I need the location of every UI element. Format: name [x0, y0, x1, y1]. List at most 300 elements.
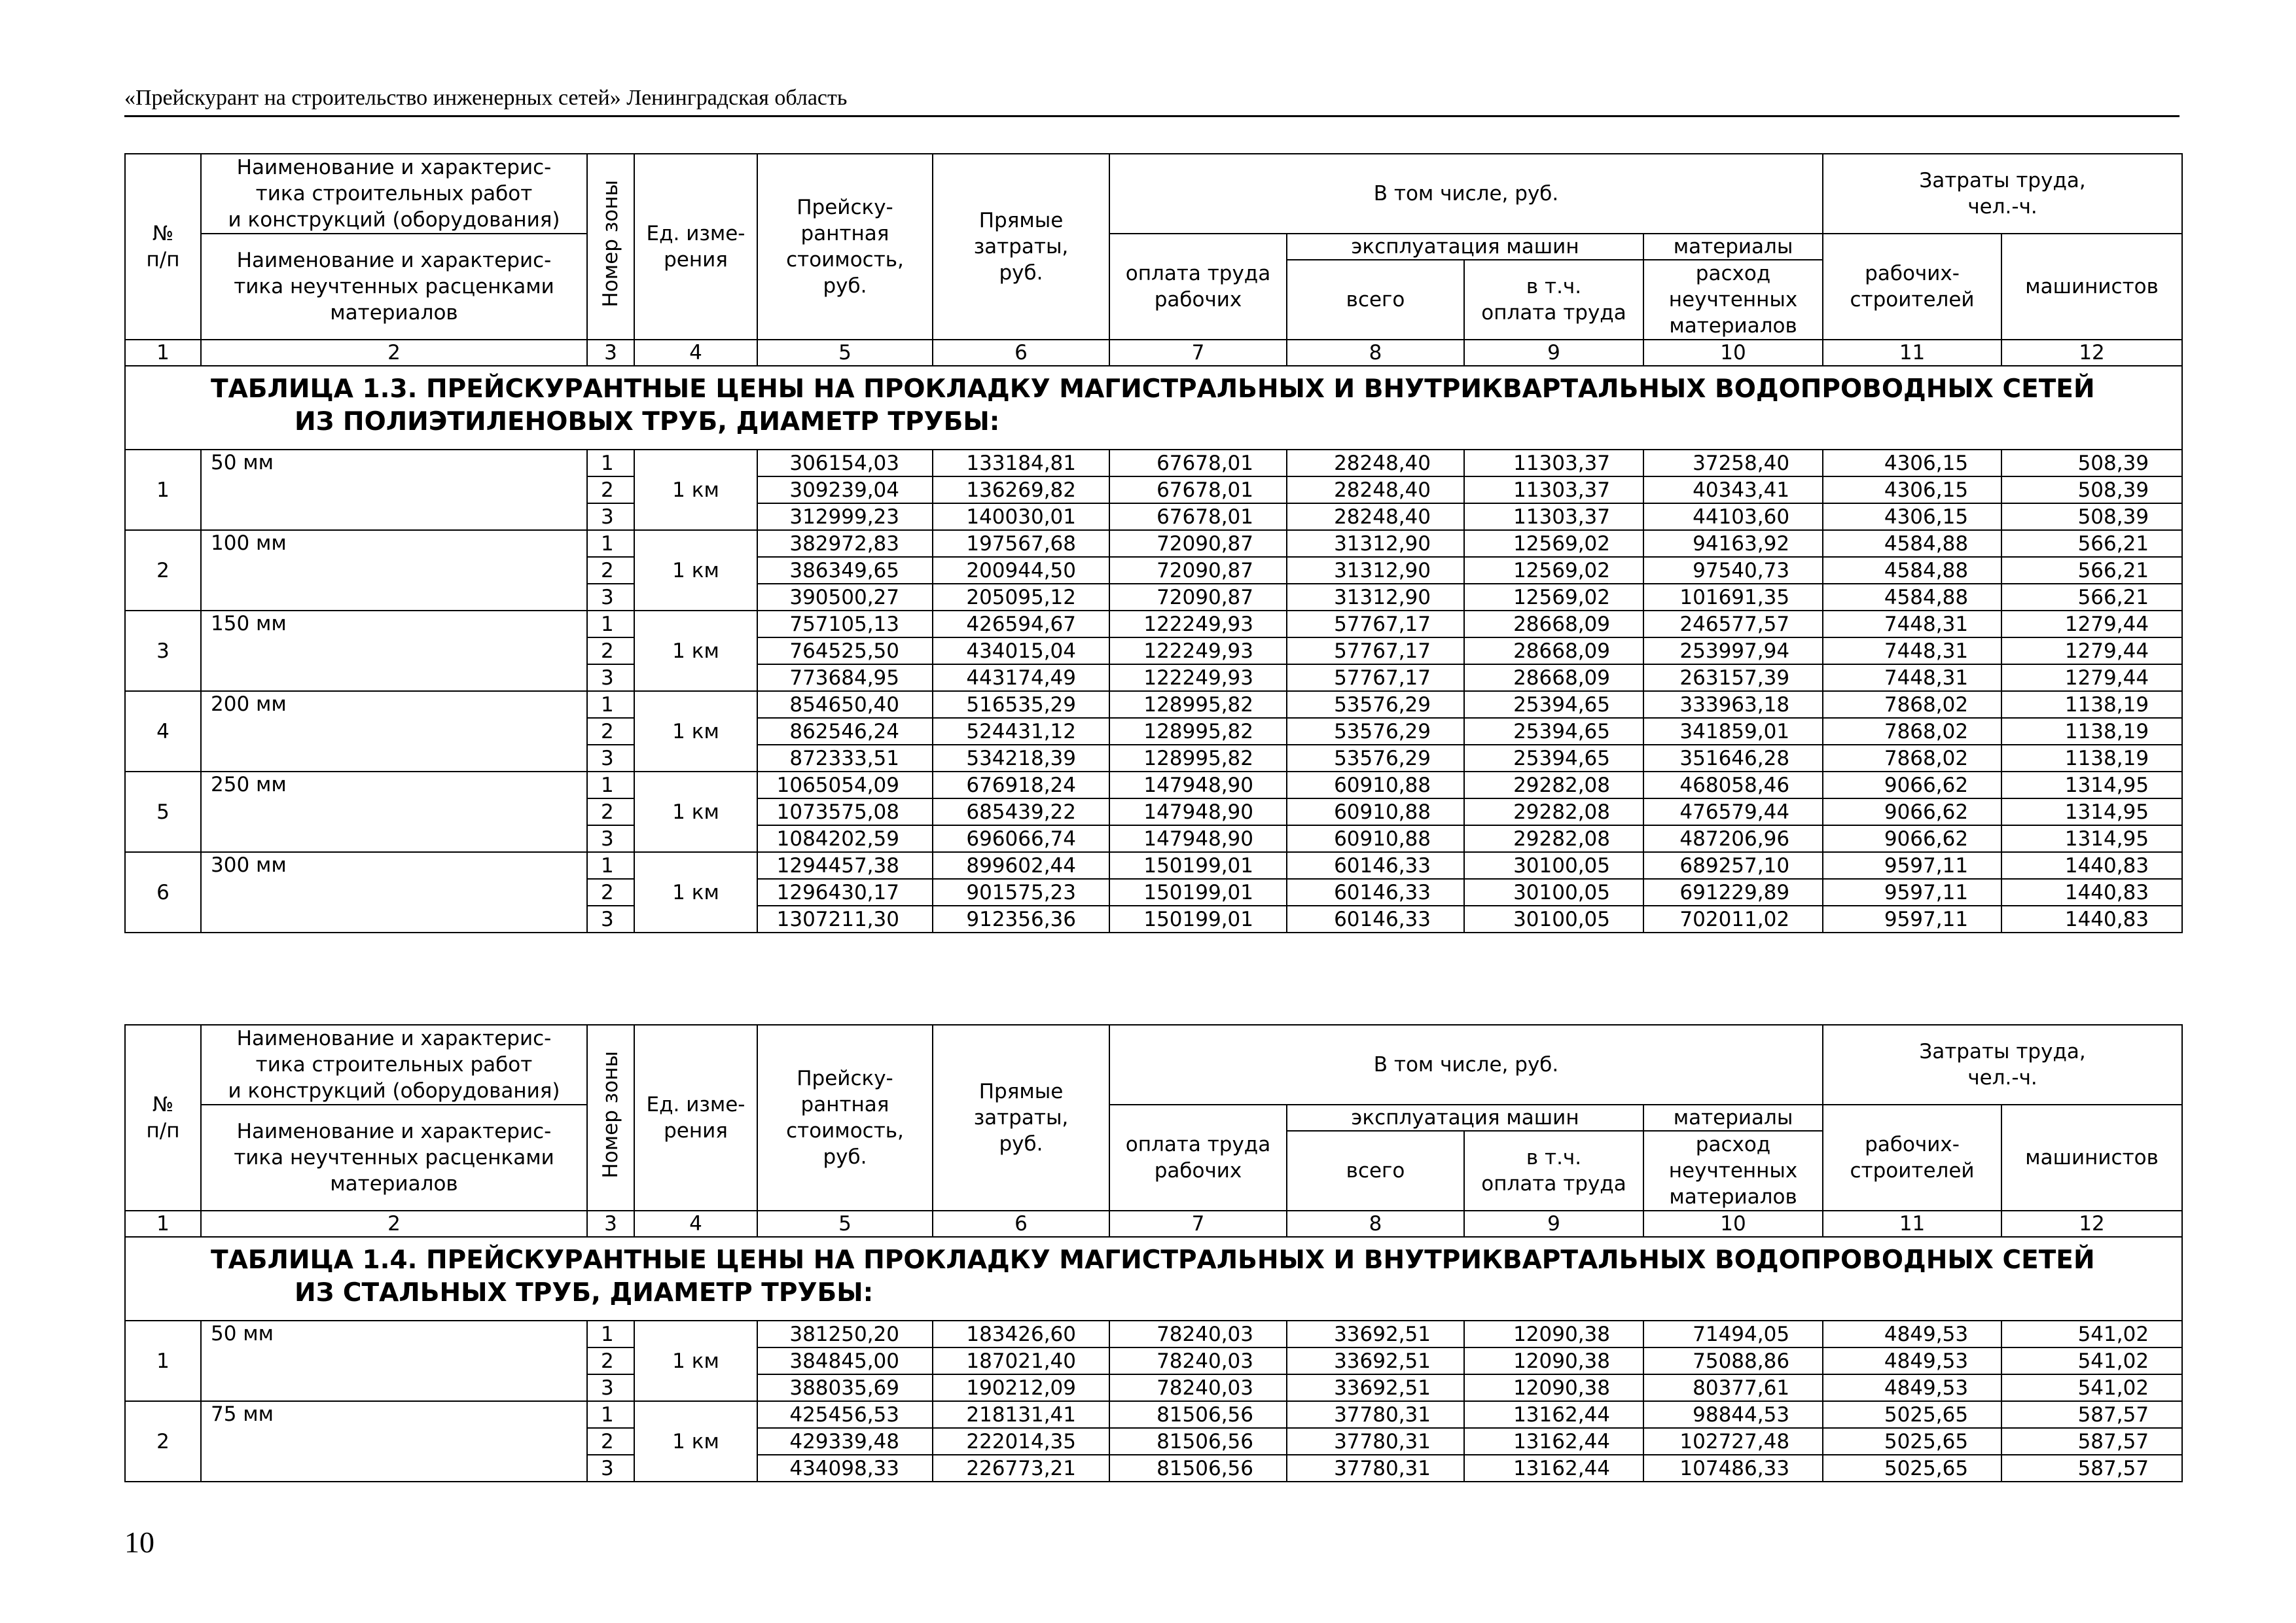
table-row — [125, 852, 2182, 879]
total-value: 28248,40 — [1287, 476, 1464, 503]
workers-value: 4584,88 — [1823, 557, 2001, 584]
mat-cost-value: 691229,89 — [1643, 879, 1823, 906]
wages-value: 67678,01 — [1109, 476, 1287, 503]
operators-value: 541,02 — [2001, 1347, 2182, 1374]
table-body — [125, 340, 2182, 933]
header-row — [125, 234, 2182, 260]
column-number: 7 — [1109, 1211, 1287, 1237]
incl-wages-value: 11303,37 — [1464, 476, 1643, 503]
row-number: 1 — [125, 450, 201, 530]
unit: 1 км — [634, 772, 757, 852]
wages-value: 150199,01 — [1109, 879, 1287, 906]
incl-wages-value: 30100,05 — [1464, 879, 1643, 906]
column-number: 4 — [634, 1211, 757, 1237]
header-wages: оплата труда рабочих — [1109, 234, 1287, 340]
unit: 1 км — [634, 1321, 757, 1401]
total-value: 33692,51 — [1287, 1321, 1464, 1347]
zone-number: 1 — [587, 772, 634, 798]
column-number: 5 — [757, 1211, 933, 1237]
table-header — [125, 1025, 2182, 1211]
wages-value: 72090,87 — [1109, 557, 1287, 584]
header-workers: рабочих- строителей — [1823, 1105, 2001, 1211]
wages-value: 67678,01 — [1109, 503, 1287, 530]
price-value: 434098,33 — [757, 1455, 933, 1482]
workers-value: 4849,53 — [1823, 1321, 2001, 1347]
workers-value: 7868,02 — [1823, 691, 2001, 718]
price-value: 1073575,08 — [757, 798, 933, 825]
workers-value: 4584,88 — [1823, 530, 2001, 557]
direct-value: 434015,04 — [933, 637, 1109, 664]
column-number: 1 — [125, 1211, 201, 1237]
wages-value: 78240,03 — [1109, 1374, 1287, 1401]
total-value: 53576,29 — [1287, 718, 1464, 745]
mat-cost-value: 476579,44 — [1643, 798, 1823, 825]
zone-number: 1 — [587, 611, 634, 637]
incl-wages-value: 29282,08 — [1464, 825, 1643, 852]
workers-value: 4849,53 — [1823, 1347, 2001, 1374]
workers-value: 7868,02 — [1823, 745, 2001, 772]
total-value: 37780,31 — [1287, 1455, 1464, 1482]
workers-value: 4849,53 — [1823, 1374, 2001, 1401]
operators-value: 1279,44 — [2001, 611, 2182, 637]
pipe-diameter: 250 мм — [201, 772, 587, 852]
column-number: 3 — [587, 340, 634, 366]
table-title-line-2: ИЗ СТАЛЬНЫХ ТРУБ, ДИАМЕТР ТРУБЫ: — [295, 1278, 874, 1308]
mat-cost-value: 98844,53 — [1643, 1401, 1823, 1428]
total-value: 28248,40 — [1287, 450, 1464, 476]
table-row — [125, 611, 2182, 637]
incl-wages-value: 30100,05 — [1464, 906, 1643, 933]
mat-cost-value: 689257,10 — [1643, 852, 1823, 879]
direct-value: 524431,12 — [933, 718, 1109, 745]
header-num: № п/п — [125, 1025, 201, 1211]
incl-wages-value: 25394,65 — [1464, 718, 1643, 745]
mat-cost-value: 40343,41 — [1643, 476, 1823, 503]
workers-value: 9597,11 — [1823, 852, 2001, 879]
table-row — [125, 1321, 2182, 1347]
header-direct-costs: Прямые затраты, руб. — [933, 154, 1109, 340]
table-title — [125, 1237, 2182, 1321]
operators-value: 1314,95 — [2001, 772, 2182, 798]
operators-value: 587,57 — [2001, 1401, 2182, 1428]
total-value: 53576,29 — [1287, 745, 1464, 772]
price-value: 309239,04 — [757, 476, 933, 503]
incl-wages-value: 29282,08 — [1464, 798, 1643, 825]
header-unit: Ед. изме- рения — [634, 154, 757, 340]
table-row — [125, 1401, 2182, 1428]
mat-cost-value: 37258,40 — [1643, 450, 1823, 476]
workers-value: 9066,62 — [1823, 772, 2001, 798]
header-zone: Номер зоны — [587, 154, 634, 340]
header-including: В том числе, руб. — [1109, 154, 1823, 234]
workers-value: 9597,11 — [1823, 879, 2001, 906]
total-value: 33692,51 — [1287, 1347, 1464, 1374]
workers-value: 4584,88 — [1823, 584, 2001, 611]
mat-cost-value: 75088,86 — [1643, 1347, 1823, 1374]
mat-cost-value: 253997,94 — [1643, 637, 1823, 664]
operators-value: 541,02 — [2001, 1321, 2182, 1347]
header-row — [125, 1025, 2182, 1105]
column-number: 11 — [1823, 340, 2001, 366]
wages-value: 81506,56 — [1109, 1428, 1287, 1455]
price-value: 386349,65 — [757, 557, 933, 584]
direct-value: 443174,49 — [933, 664, 1109, 691]
workers-value: 7868,02 — [1823, 718, 2001, 745]
wages-value: 122249,93 — [1109, 664, 1287, 691]
mat-cost-value: 246577,57 — [1643, 611, 1823, 637]
mat-cost-value: 341859,01 — [1643, 718, 1823, 745]
zone-number: 2 — [587, 1347, 634, 1374]
price-value: 382972,83 — [757, 530, 933, 557]
zone-number: 3 — [587, 906, 634, 933]
wages-value: 81506,56 — [1109, 1401, 1287, 1428]
incl-wages-value: 11303,37 — [1464, 503, 1643, 530]
incl-wages-value: 12569,02 — [1464, 530, 1643, 557]
direct-value: 140030,01 — [933, 503, 1109, 530]
workers-value: 9066,62 — [1823, 825, 2001, 852]
zone-number: 3 — [587, 825, 634, 852]
header-materials-cost: расход неучтенных материалов — [1643, 1131, 1823, 1211]
incl-wages-value: 13162,44 — [1464, 1455, 1643, 1482]
price-value: 872333,51 — [757, 745, 933, 772]
price-value: 773684,95 — [757, 664, 933, 691]
column-number: 5 — [757, 340, 933, 366]
wages-value: 128995,82 — [1109, 745, 1287, 772]
mat-cost-value: 44103,60 — [1643, 503, 1823, 530]
operators-value: 1440,83 — [2001, 906, 2182, 933]
table-title-row — [125, 366, 2182, 450]
incl-wages-value: 28668,09 — [1464, 664, 1643, 691]
header-name-materials: Наименование и характерис- тика неучтенных расценками материалов — [201, 1105, 587, 1211]
unit: 1 км — [634, 852, 757, 933]
header-row — [125, 1105, 2182, 1131]
wages-value: 150199,01 — [1109, 852, 1287, 879]
direct-value: 696066,74 — [933, 825, 1109, 852]
mat-cost-value: 702011,02 — [1643, 906, 1823, 933]
header-machines: эксплуатация машин — [1287, 234, 1643, 260]
mat-cost-value: 333963,18 — [1643, 691, 1823, 718]
workers-value: 4306,15 — [1823, 503, 2001, 530]
direct-value: 133184,81 — [933, 450, 1109, 476]
price-value: 384845,00 — [757, 1347, 933, 1374]
direct-value: 899602,44 — [933, 852, 1109, 879]
wages-value: 128995,82 — [1109, 718, 1287, 745]
direct-value: 218131,41 — [933, 1401, 1109, 1428]
row-number: 2 — [125, 530, 201, 611]
table-title — [125, 366, 2182, 450]
zone-number: 3 — [587, 1455, 634, 1482]
table-title-line-2: ИЗ ПОЛИЭТИЛЕНОВЫХ ТРУБ, ДИАМЕТР ТРУБЫ: — [295, 407, 1000, 437]
table-title-line-1: ТАБЛИЦА 1.3. ПРЕЙСКУРАНТНЫЕ ЦЕНЫ НА ПРОКЛАДКУ МАГИСТРАЛЬНЫХ И ВНУТРИКВАРТАЛЬНЫХ ВОДОПРОВОДНЫХ СЕТЕЙ — [211, 374, 2095, 404]
header-wages: оплата труда рабочих — [1109, 1105, 1287, 1211]
header-machines-wages: в т.ч. оплата труда — [1464, 260, 1643, 340]
table-header — [125, 154, 2182, 340]
column-number: 1 — [125, 340, 201, 366]
unit: 1 км — [634, 691, 757, 772]
header-including: В том числе, руб. — [1109, 1025, 1823, 1105]
price-value: 381250,20 — [757, 1321, 933, 1347]
row-number: 1 — [125, 1321, 201, 1401]
column-number: 10 — [1643, 340, 1823, 366]
header-num: № п/п — [125, 154, 201, 340]
header-direct-costs: Прямые затраты, руб. — [933, 1025, 1109, 1211]
workers-value: 5025,65 — [1823, 1401, 2001, 1428]
table-row — [125, 450, 2182, 476]
incl-wages-value: 25394,65 — [1464, 745, 1643, 772]
operators-value: 1314,95 — [2001, 798, 2182, 825]
price-value: 390500,27 — [757, 584, 933, 611]
unit: 1 км — [634, 450, 757, 530]
wages-value: 78240,03 — [1109, 1347, 1287, 1374]
table-row — [125, 772, 2182, 798]
total-value: 33692,51 — [1287, 1374, 1464, 1401]
direct-value: 136269,82 — [933, 476, 1109, 503]
direct-value: 190212,09 — [933, 1374, 1109, 1401]
mat-cost-value: 468058,46 — [1643, 772, 1823, 798]
unit: 1 км — [634, 1401, 757, 1482]
total-value: 53576,29 — [1287, 691, 1464, 718]
incl-wages-value: 13162,44 — [1464, 1428, 1643, 1455]
pipe-diameter: 300 мм — [201, 852, 587, 933]
direct-value: 516535,29 — [933, 691, 1109, 718]
header-workers: рабочих- строителей — [1823, 234, 2001, 340]
direct-value: 200944,50 — [933, 557, 1109, 584]
operators-value: 1138,19 — [2001, 745, 2182, 772]
operators-value: 1440,83 — [2001, 879, 2182, 906]
zone-number: 3 — [587, 664, 634, 691]
price-value: 425456,53 — [757, 1401, 933, 1428]
header-name-works: Наименование и характерис- тика строительных работ и конструкций (оборудования) — [201, 1025, 587, 1105]
column-number: 4 — [634, 340, 757, 366]
zone-number: 2 — [587, 637, 634, 664]
table-row — [125, 691, 2182, 718]
price-value: 429339,48 — [757, 1428, 933, 1455]
operators-value: 566,21 — [2001, 557, 2182, 584]
price-value: 1294457,38 — [757, 852, 933, 879]
column-number: 7 — [1109, 340, 1287, 366]
column-number: 12 — [2001, 340, 2182, 366]
page-number: 10 — [124, 1525, 154, 1559]
price-value: 1307211,30 — [757, 906, 933, 933]
wages-value: 122249,93 — [1109, 611, 1287, 637]
price-value: 764525,50 — [757, 637, 933, 664]
workers-value: 7448,31 — [1823, 611, 2001, 637]
wages-value: 147948,90 — [1109, 772, 1287, 798]
price-value: 854650,40 — [757, 691, 933, 718]
mat-cost-value: 107486,33 — [1643, 1455, 1823, 1482]
pipe-diameter: 75 мм — [201, 1401, 587, 1482]
workers-value: 4306,15 — [1823, 476, 2001, 503]
zone-number: 1 — [587, 852, 634, 879]
total-value: 60146,33 — [1287, 852, 1464, 879]
column-number: 2 — [201, 1211, 587, 1237]
total-value: 37780,31 — [1287, 1428, 1464, 1455]
zone-number: 1 — [587, 450, 634, 476]
price-value: 306154,03 — [757, 450, 933, 476]
operators-value: 541,02 — [2001, 1374, 2182, 1401]
total-value: 60910,88 — [1287, 798, 1464, 825]
column-number: 8 — [1287, 340, 1464, 366]
operators-value: 587,57 — [2001, 1428, 2182, 1455]
direct-value: 226773,21 — [933, 1455, 1109, 1482]
zone-number: 3 — [587, 745, 634, 772]
pipe-diameter: 50 мм — [201, 1321, 587, 1401]
workers-value: 5025,65 — [1823, 1428, 2001, 1455]
total-value: 60146,33 — [1287, 879, 1464, 906]
incl-wages-value: 25394,65 — [1464, 691, 1643, 718]
direct-value: 205095,12 — [933, 584, 1109, 611]
incl-wages-value: 12569,02 — [1464, 584, 1643, 611]
zone-number: 3 — [587, 1374, 634, 1401]
mat-cost-value: 71494,05 — [1643, 1321, 1823, 1347]
total-value: 31312,90 — [1287, 557, 1464, 584]
direct-value: 685439,22 — [933, 798, 1109, 825]
mat-cost-value: 94163,92 — [1643, 530, 1823, 557]
wages-value: 150199,01 — [1109, 906, 1287, 933]
total-value: 28248,40 — [1287, 503, 1464, 530]
row-number: 4 — [125, 691, 201, 772]
column-number: 6 — [933, 1211, 1109, 1237]
table-title-line-1: ТАБЛИЦА 1.4. ПРЕЙСКУРАНТНЫЕ ЦЕНЫ НА ПРОКЛАДКУ МАГИСТРАЛЬНЫХ И ВНУТРИКВАРТАЛЬНЫХ ВОДОПРОВОДНЫХ СЕТЕЙ — [211, 1245, 2095, 1275]
header-machines: эксплуатация машин — [1287, 1105, 1643, 1131]
column-number: 9 — [1464, 340, 1643, 366]
wages-value: 147948,90 — [1109, 798, 1287, 825]
table-row — [125, 530, 2182, 557]
total-value: 60910,88 — [1287, 825, 1464, 852]
zone-number: 2 — [587, 1428, 634, 1455]
workers-value: 9066,62 — [1823, 798, 2001, 825]
zone-number: 3 — [587, 584, 634, 611]
price-value: 862546,24 — [757, 718, 933, 745]
total-value: 31312,90 — [1287, 584, 1464, 611]
operators-value: 1314,95 — [2001, 825, 2182, 852]
price-table-1-3 — [124, 153, 2183, 933]
pipe-diameter: 150 мм — [201, 611, 587, 691]
mat-cost-value: 351646,28 — [1643, 745, 1823, 772]
column-numbers-row — [125, 1211, 2182, 1237]
total-value: 60146,33 — [1287, 906, 1464, 933]
wages-value: 122249,93 — [1109, 637, 1287, 664]
zone-number: 1 — [587, 530, 634, 557]
header-materials: материалы — [1643, 1105, 1823, 1131]
incl-wages-value: 12090,38 — [1464, 1374, 1643, 1401]
total-value: 57767,17 — [1287, 664, 1464, 691]
header-operators: машинистов — [2001, 234, 2182, 340]
workers-value: 7448,31 — [1823, 637, 2001, 664]
column-number: 3 — [587, 1211, 634, 1237]
mat-cost-value: 97540,73 — [1643, 557, 1823, 584]
wages-value: 147948,90 — [1109, 825, 1287, 852]
wages-value: 128995,82 — [1109, 691, 1287, 718]
unit: 1 км — [634, 611, 757, 691]
row-number: 5 — [125, 772, 201, 852]
wages-value: 72090,87 — [1109, 584, 1287, 611]
header-name-works: Наименование и характерис- тика строительных работ и конструкций (оборудования) — [201, 154, 587, 234]
direct-value: 197567,68 — [933, 530, 1109, 557]
operators-value: 508,39 — [2001, 450, 2182, 476]
column-numbers-row — [125, 340, 2182, 366]
row-number: 3 — [125, 611, 201, 691]
workers-value: 7448,31 — [1823, 664, 2001, 691]
zone-number: 1 — [587, 691, 634, 718]
incl-wages-value: 28668,09 — [1464, 611, 1643, 637]
total-value: 37780,31 — [1287, 1401, 1464, 1428]
row-number: 6 — [125, 852, 201, 933]
column-number: 6 — [933, 340, 1109, 366]
zone-number: 3 — [587, 503, 634, 530]
mat-cost-value: 102727,48 — [1643, 1428, 1823, 1455]
operators-value: 1138,19 — [2001, 691, 2182, 718]
price-table-1-4 — [124, 1024, 2183, 1482]
table-body — [125, 1211, 2182, 1482]
operators-value: 1440,83 — [2001, 852, 2182, 879]
zone-number: 2 — [587, 879, 634, 906]
total-value: 31312,90 — [1287, 530, 1464, 557]
direct-value: 901575,23 — [933, 879, 1109, 906]
price-value: 1296430,17 — [757, 879, 933, 906]
incl-wages-value: 12090,38 — [1464, 1347, 1643, 1374]
pipe-diameter: 200 мм — [201, 691, 587, 772]
header-machines-total: всего — [1287, 260, 1464, 340]
wages-value: 81506,56 — [1109, 1455, 1287, 1482]
wages-value: 72090,87 — [1109, 530, 1287, 557]
table-title-row — [125, 1237, 2182, 1321]
direct-value: 222014,35 — [933, 1428, 1109, 1455]
wages-value: 78240,03 — [1109, 1321, 1287, 1347]
column-number: 11 — [1823, 1211, 2001, 1237]
direct-value: 912356,36 — [933, 906, 1109, 933]
total-value: 60910,88 — [1287, 772, 1464, 798]
header-name-materials: Наименование и характерис- тика неучтенных расценками материалов — [201, 234, 587, 340]
header-price: Прейску- рантная стоимость, руб. — [757, 154, 933, 340]
total-value: 57767,17 — [1287, 611, 1464, 637]
column-number: 8 — [1287, 1211, 1464, 1237]
operators-value: 566,21 — [2001, 530, 2182, 557]
workers-value: 5025,65 — [1823, 1455, 2001, 1482]
pipe-diameter: 100 мм — [201, 530, 587, 611]
price-value: 757105,13 — [757, 611, 933, 637]
header-machines-total: всего — [1287, 1131, 1464, 1211]
workers-value: 9597,11 — [1823, 906, 2001, 933]
price-value: 312999,23 — [757, 503, 933, 530]
direct-value: 183426,60 — [933, 1321, 1109, 1347]
zone-number: 2 — [587, 798, 634, 825]
mat-cost-value: 101691,35 — [1643, 584, 1823, 611]
operators-value: 1279,44 — [2001, 637, 2182, 664]
header-machines-wages: в т.ч. оплата труда — [1464, 1131, 1643, 1211]
incl-wages-value: 28668,09 — [1464, 637, 1643, 664]
mat-cost-value: 80377,61 — [1643, 1374, 1823, 1401]
incl-wages-value: 30100,05 — [1464, 852, 1643, 879]
price-value: 1065054,09 — [757, 772, 933, 798]
operators-value: 508,39 — [2001, 503, 2182, 530]
workers-value: 4306,15 — [1823, 450, 2001, 476]
operators-value: 566,21 — [2001, 584, 2182, 611]
wages-value: 67678,01 — [1109, 450, 1287, 476]
direct-value: 187021,40 — [933, 1347, 1109, 1374]
header-row — [125, 154, 2182, 234]
price-value: 388035,69 — [757, 1374, 933, 1401]
header-labor-costs: Затраты труда, чел.-ч. — [1823, 154, 2182, 234]
incl-wages-value: 12090,38 — [1464, 1321, 1643, 1347]
incl-wages-value: 12569,02 — [1464, 557, 1643, 584]
header-materials-cost: расход неучтенных материалов — [1643, 260, 1823, 340]
header-labor-costs: Затраты труда, чел.-ч. — [1823, 1025, 2182, 1105]
operators-value: 1279,44 — [2001, 664, 2182, 691]
header-zone: Номер зоны — [587, 1025, 634, 1211]
column-number: 2 — [201, 340, 587, 366]
zone-number: 2 — [587, 476, 634, 503]
